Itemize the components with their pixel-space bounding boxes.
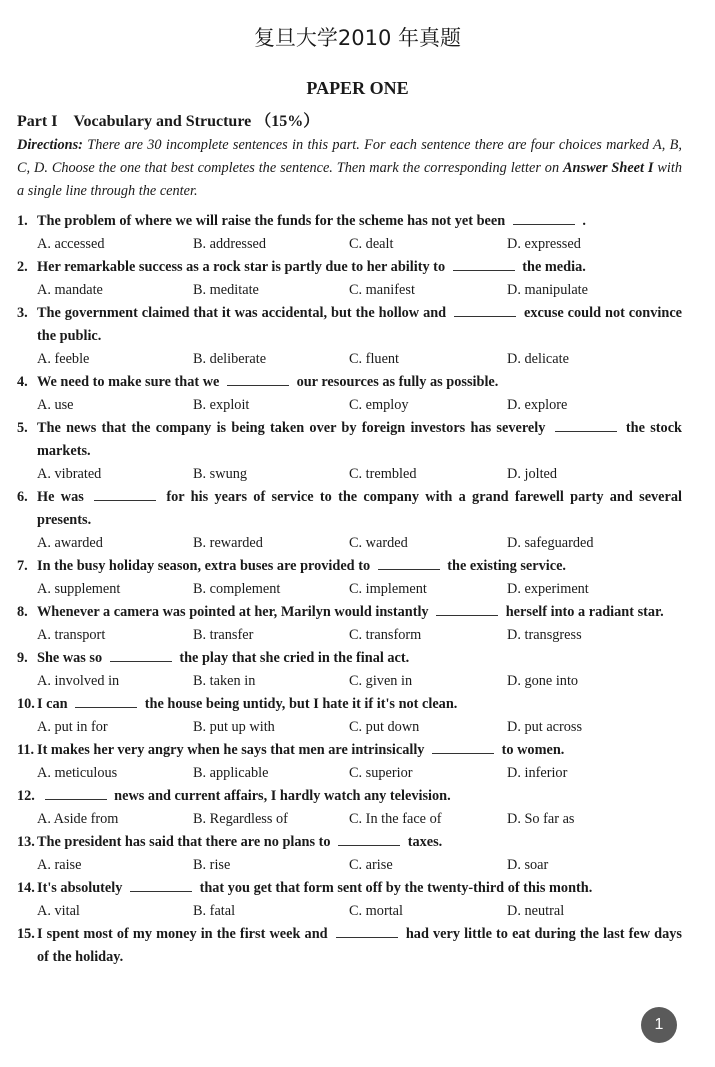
options-row [17, 279, 682, 302]
stem-before: The news that the company is being taken over by foreign investors has severely [37, 420, 546, 436]
document-title: 复旦大学2010 年真题 [253, 26, 462, 50]
option-choice: B. put up with [193, 719, 275, 735]
option-choice: A. Aside from [37, 811, 119, 827]
option-choice: C. fluent [349, 351, 400, 367]
option-choice: B. exploit [193, 397, 250, 413]
answer-blank [75, 694, 137, 708]
question-number: 6. [17, 489, 28, 505]
option-choice: A. meticulous [37, 765, 118, 781]
question-item [17, 210, 682, 256]
option-choice: B. Regardless of [193, 811, 288, 827]
question-item [17, 693, 682, 739]
option-choice: C. dealt [349, 236, 394, 252]
stem-after: to women. [501, 742, 565, 758]
question-number: 12. [17, 788, 35, 804]
question-stem [17, 555, 682, 578]
option-choice: A. vital [37, 903, 80, 919]
paper-heading: PAPER ONE [306, 78, 409, 98]
answer-blank [338, 832, 400, 846]
option-choice: D. explore [507, 397, 568, 413]
question-stem [17, 647, 682, 670]
option-choice: D. safeguarded [507, 535, 594, 551]
answer-blank [432, 740, 494, 754]
answer-blank [130, 878, 192, 892]
stem-after: the play that she cried in the final act. [179, 650, 410, 666]
options-row [17, 762, 682, 785]
question-item [17, 877, 682, 923]
answer-blank [436, 602, 498, 616]
stem-before: I can [37, 696, 68, 712]
stem-after: that you get that form sent off by the twenty-third of this month. [199, 880, 593, 896]
option-choice: A. transport [37, 627, 106, 643]
options-row [17, 233, 682, 256]
option-choice: D. jolted [507, 466, 558, 482]
question-stem [17, 210, 682, 233]
part-heading [17, 110, 682, 134]
options-row [17, 463, 682, 486]
options-row [17, 578, 682, 601]
directions-text-end: with a single line through the center. [17, 160, 683, 199]
question-item [17, 739, 682, 785]
stem-after: the house being untidy, but I hate it if it's not clean. [144, 696, 458, 712]
option-choice: B. rewarded [193, 535, 263, 551]
answer-sheet-ref: Answer Sheet I [563, 160, 654, 176]
question-number: 7. [17, 558, 28, 574]
option-choice: C. arise [349, 857, 393, 873]
option-choice: D. gone into [507, 673, 579, 689]
stem-before: She was so [37, 650, 103, 666]
question-stem [17, 302, 682, 348]
question-item [17, 417, 682, 486]
question-number: 3. [17, 305, 28, 321]
option-choice: D. transgress [507, 627, 582, 643]
answer-blank [453, 257, 515, 271]
stem-after: . [582, 213, 586, 229]
stem-before: It's absolutely [37, 880, 123, 896]
option-choice: B. complement [193, 581, 281, 597]
option-choice: D. inferior [507, 765, 568, 781]
options-row [17, 394, 682, 417]
option-choice: D. manipulate [507, 282, 588, 298]
question-number: 9. [17, 650, 28, 666]
question-item [17, 302, 682, 371]
option-choice: D. put across [507, 719, 583, 735]
question-item [17, 555, 682, 601]
option-choice: A. mandate [37, 282, 103, 298]
question-number: 13. [17, 834, 35, 850]
question-stem [17, 739, 682, 762]
option-choice: D. soar [507, 857, 549, 873]
stem-before: He was [37, 489, 84, 505]
question-item [17, 923, 682, 969]
option-choice: C. trembled [349, 466, 417, 482]
stem-after: the stock markets. [37, 420, 683, 459]
part-name: Vocabulary and Structure [73, 113, 252, 130]
options-row [17, 716, 682, 739]
answer-blank [378, 556, 440, 570]
option-choice: C. employ [349, 397, 409, 413]
stem-before: It makes her very angry when he says that men are intrinsically [37, 742, 425, 758]
options-row [17, 532, 682, 555]
option-choice: C. superior [349, 765, 413, 781]
directions-text: There are 30 incomplete sentences in this part. For each sentence there are four choices marked A, B, C, D. Choose the one that best completes the sentence. Then mark the corresponding letter on [17, 137, 682, 176]
options-row [17, 670, 682, 693]
option-choice: C. In the face of [349, 811, 442, 827]
question-number: 10. [17, 696, 35, 712]
option-choice: A. use [37, 397, 74, 413]
stem-after: taxes. [407, 834, 443, 850]
question-item [17, 256, 682, 302]
question-item [17, 831, 682, 877]
stem-before: The problem of where we will raise the funds for the scheme has not yet been [37, 213, 506, 229]
option-choice: B. rise [193, 857, 231, 873]
question-stem [17, 923, 682, 969]
option-choice: B. taken in [193, 673, 256, 689]
options-row [17, 900, 682, 923]
document-content [17, 110, 682, 969]
answer-blank [45, 786, 107, 800]
answer-blank [94, 487, 156, 501]
stem-after: excuse could not convince the public. [37, 305, 683, 344]
stem-after: for his years of service to the company with a grand farewell party and several presents. [37, 489, 682, 528]
option-choice: B. swung [193, 466, 248, 482]
question-item [17, 601, 682, 647]
question-item [17, 785, 682, 831]
options-row [17, 624, 682, 647]
option-choice: A. vibrated [37, 466, 102, 482]
option-choice: C. manifest [349, 282, 415, 298]
option-choice: D. neutral [507, 903, 565, 919]
option-choice: B. transfer [193, 627, 254, 643]
part-weight: （15%） [255, 113, 320, 130]
option-choice: B. applicable [193, 765, 269, 781]
stem-before: Her remarkable success as a rock star is partly due to her ability to [37, 259, 446, 275]
option-choice: A. raise [37, 857, 82, 873]
question-list [17, 210, 682, 969]
option-choice: D. experiment [507, 581, 589, 597]
question-item [17, 486, 682, 555]
option-choice: C. transform [349, 627, 422, 643]
option-choice: D. delicate [507, 351, 569, 367]
stem-before: I spent most of my money in the first week and [37, 926, 328, 942]
question-stem [17, 256, 682, 279]
option-choice: C. warded [349, 535, 408, 551]
stem-before: Whenever a camera was pointed at her, Marilyn would instantly [37, 604, 429, 620]
option-choice: A. feeble [37, 351, 90, 367]
question-stem [17, 601, 682, 624]
answer-blank [513, 211, 575, 225]
question-number: 2. [17, 259, 28, 275]
option-choice: A. awarded [37, 535, 103, 551]
question-stem [17, 877, 682, 900]
page-number-badge[interactable]: 1 [641, 1007, 677, 1043]
question-number: 14. [17, 880, 35, 896]
option-choice: C. mortal [349, 903, 404, 919]
question-stem [17, 831, 682, 854]
question-stem [17, 785, 682, 808]
question-number: 1. [17, 213, 28, 229]
question-number: 15. [17, 926, 35, 942]
option-choice: C. given in [349, 673, 413, 689]
part-label: Part I [17, 113, 58, 130]
question-number: 8. [17, 604, 28, 620]
options-row [17, 348, 682, 371]
stem-after: the existing service. [447, 558, 566, 574]
question-stem [17, 371, 682, 394]
answer-blank [555, 418, 617, 432]
question-stem [17, 693, 682, 716]
option-choice: B. deliberate [193, 351, 267, 367]
stem-after: herself into a radiant star. [505, 604, 664, 620]
question-item [17, 371, 682, 417]
question-number: 4. [17, 374, 28, 390]
question-stem [17, 417, 682, 463]
stem-before: In the busy holiday season, extra buses are provided to [37, 558, 371, 574]
option-choice: C. implement [349, 581, 427, 597]
option-choice: A. put in for [37, 719, 108, 735]
option-choice: B. addressed [193, 236, 267, 252]
question-number: 11. [17, 742, 35, 758]
option-choice: A. involved in [37, 673, 120, 689]
option-choice: B. fatal [193, 903, 236, 919]
options-row [17, 808, 682, 831]
stem-before: The president has said that there are no plans to [37, 834, 331, 850]
answer-blank [227, 372, 289, 386]
directions [17, 134, 682, 203]
answer-blank [336, 924, 398, 938]
option-choice: B. meditate [193, 282, 259, 298]
question-item [17, 647, 682, 693]
stem-before: We need to make sure that we [37, 374, 220, 390]
stem-after: news and current affairs, I hardly watch any television. [114, 788, 451, 804]
option-choice: D. So far as [507, 811, 575, 827]
stem-after: our resources as fully as possible. [296, 374, 499, 390]
option-choice: A. supplement [37, 581, 121, 597]
stem-before: The government claimed that it was accidental, but the hollow and [37, 305, 447, 321]
options-row [17, 854, 682, 877]
option-choice: D. expressed [507, 236, 581, 252]
directions-label: Directions: [17, 137, 83, 153]
answer-blank [110, 648, 172, 662]
option-choice: C. put down [349, 719, 420, 735]
question-stem [17, 486, 682, 532]
stem-after: had very little to eat during the last few days of the holiday. [37, 926, 682, 965]
stem-after: the media. [522, 259, 586, 275]
option-choice: A. accessed [37, 236, 105, 252]
question-number: 5. [17, 420, 28, 436]
answer-blank [454, 303, 516, 317]
